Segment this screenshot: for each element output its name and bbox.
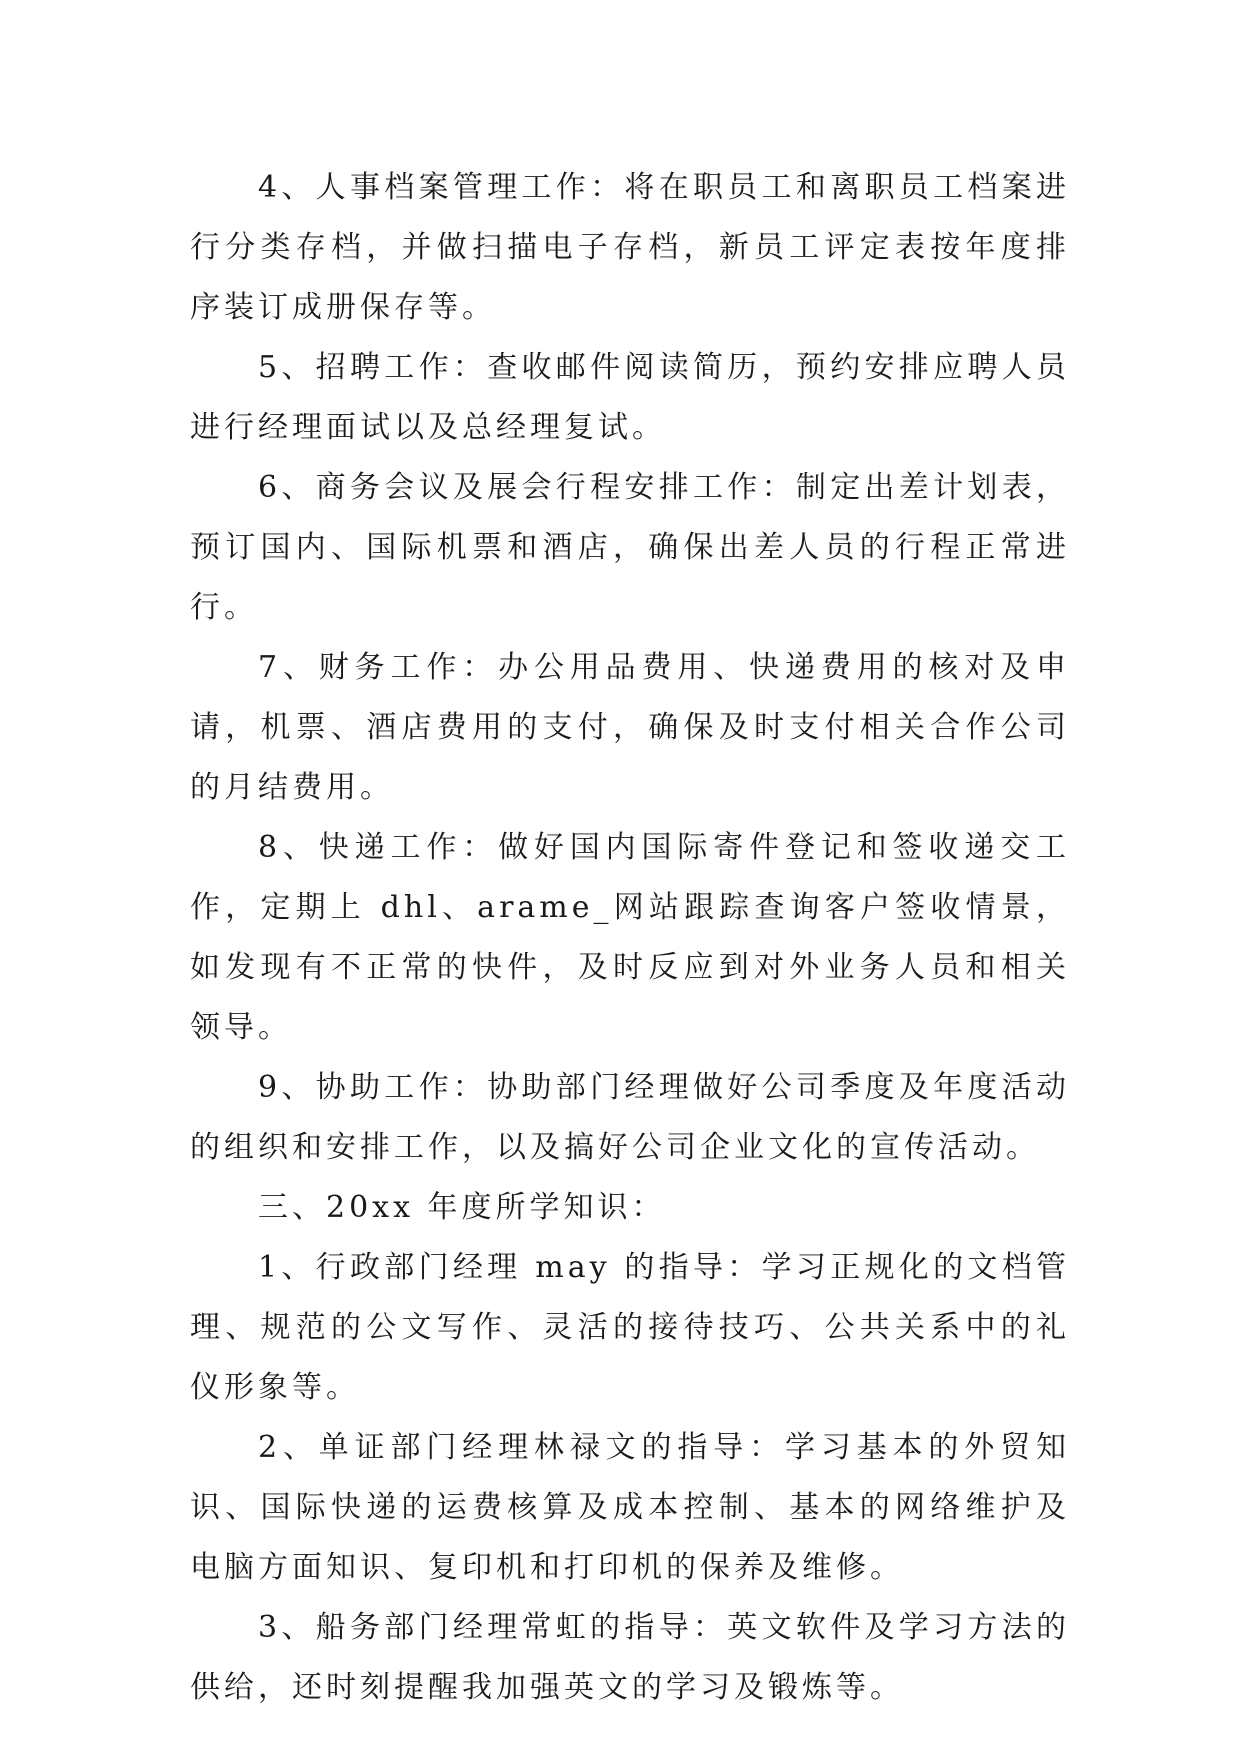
section-heading-knowledge: 三、20xx 年度所学知识： bbox=[258, 1190, 666, 1225]
paragraph-documents-guidance: 2、单证部门经理林禄文的指导：学习基本的外贸知识、国际快递的运费核算及成本控制、基本的网络维护及电脑方面知识、复印机和打印机的保养及维修。 bbox=[190, 1430, 1070, 1585]
paragraph-shipping-guidance: 3、船务部门经理常虹的指导：英文软件及学习方法的供给，还时刻提醒我加强英文的学习及锻炼等。 bbox=[190, 1610, 1070, 1705]
paragraph-finance: 7、财务工作：办公用品费用、快递费用的核对及申请，机票、酒店费用的支付，确保及时支付相关合作公司的月结费用。 bbox=[190, 650, 1070, 805]
paragraph-hr-archives: 4、人事档案管理工作：将在职员工和离职员工档案进行分类存档，并做扫描电子存档，新员工评定表按年度排序装订成册保存等。 bbox=[190, 170, 1070, 325]
paragraph-recruitment: 5、招聘工作：查收邮件阅读简历，预约安排应聘人员进行经理面试以及总经理复试。 bbox=[190, 350, 1070, 445]
paragraph-business-travel: 6、商务会议及展会行程安排工作：制定出差计划表，预订国内、国际机票和酒店，确保出差人员的行程正常进行。 bbox=[190, 470, 1070, 625]
paragraph-admin-guidance: 1、行政部门经理 may 的指导：学习正规化的文档管理、规范的公文写作、灵活的接待技巧、公共关系中的礼仪形象等。 bbox=[190, 1250, 1070, 1405]
document-body bbox=[190, 158, 1070, 1718]
paragraph-express: 8、快递工作：做好国内国际寄件登记和签收递交工作，定期上 dhl、arame_网站跟踪查询客户签收情景，如发现有不正常的快件，及时反应到对外业务人员和相关领导。 bbox=[190, 830, 1070, 1045]
paragraph-assist: 9、协助工作：协助部门经理做好公司季度及年度活动的组织和安排工作，以及搞好公司企业文化的宣传活动。 bbox=[190, 1070, 1070, 1165]
